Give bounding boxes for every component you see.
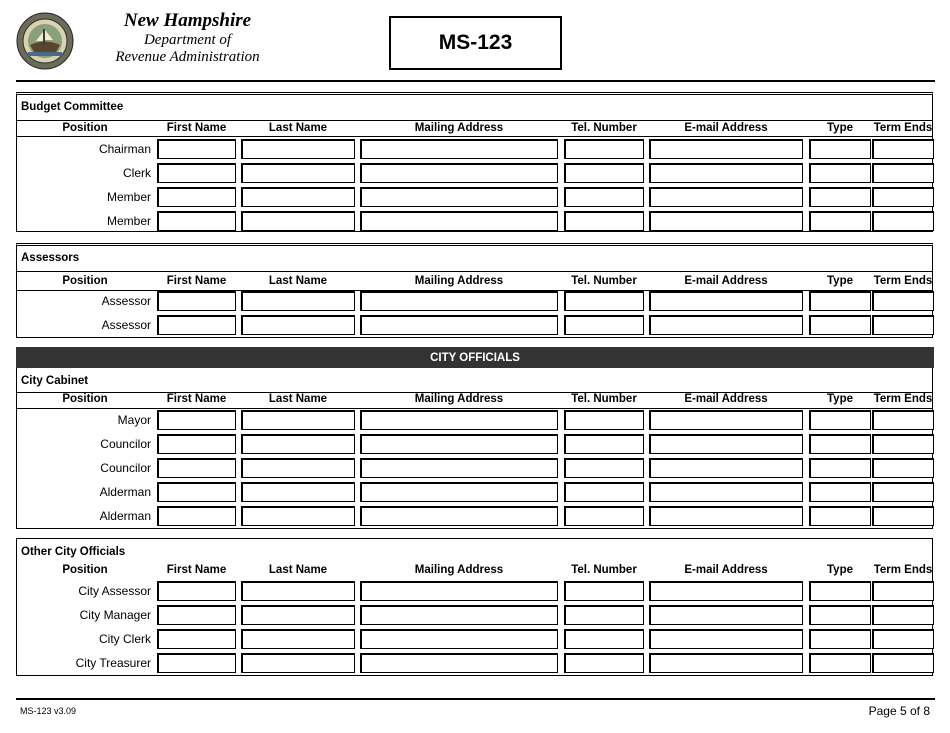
column-header-last: Last Name bbox=[268, 122, 328, 134]
type-field[interactable] bbox=[809, 458, 871, 478]
column-header-mailing: Mailing Address bbox=[414, 122, 504, 134]
column-header-email: E-mail Address bbox=[684, 564, 768, 576]
last-field[interactable] bbox=[241, 482, 355, 502]
type-field[interactable] bbox=[809, 581, 871, 601]
first-field[interactable] bbox=[157, 291, 236, 311]
tel-field[interactable] bbox=[564, 629, 644, 649]
type-field[interactable] bbox=[809, 605, 871, 625]
email-field[interactable] bbox=[649, 187, 803, 207]
other-city-officials-section bbox=[16, 538, 933, 676]
divider bbox=[17, 120, 932, 121]
last-field[interactable] bbox=[241, 139, 355, 159]
email-field[interactable] bbox=[649, 410, 803, 430]
position-label: City Clerk bbox=[98, 632, 151, 646]
column-header-first: First Name bbox=[166, 393, 227, 405]
table-row bbox=[17, 505, 932, 527]
column-header-first: First Name bbox=[166, 275, 227, 287]
column-header-tel: Tel. Number bbox=[571, 393, 637, 405]
term-field[interactable] bbox=[872, 629, 934, 649]
term-field[interactable] bbox=[872, 653, 934, 673]
banner-label: CITY OFFICIALS bbox=[430, 351, 520, 364]
section-title: City Cabinet bbox=[21, 375, 89, 387]
column-header-term: Term Ends bbox=[873, 122, 933, 134]
table-row bbox=[17, 314, 932, 336]
first-field[interactable] bbox=[157, 410, 236, 430]
type-field[interactable] bbox=[809, 291, 871, 311]
last-field[interactable] bbox=[241, 211, 355, 231]
position-label: Member bbox=[106, 214, 151, 228]
email-field[interactable] bbox=[649, 291, 803, 311]
term-field[interactable] bbox=[872, 315, 934, 335]
department-line-1: Department of bbox=[143, 32, 232, 48]
tel-field[interactable] bbox=[564, 410, 644, 430]
type-field[interactable] bbox=[809, 434, 871, 454]
position-label: Assessor bbox=[101, 294, 151, 308]
email-field[interactable] bbox=[649, 163, 803, 183]
column-header-mailing: Mailing Address bbox=[414, 564, 504, 576]
first-field[interactable] bbox=[157, 315, 236, 335]
column-header-tel: Tel. Number bbox=[571, 275, 637, 287]
column-header-type: Type bbox=[827, 275, 853, 287]
column-header-term: Term Ends bbox=[873, 275, 933, 287]
mailing-field[interactable] bbox=[360, 434, 558, 454]
last-field[interactable] bbox=[241, 605, 355, 625]
email-field[interactable] bbox=[649, 211, 803, 231]
column-header-term: Term Ends bbox=[873, 393, 933, 405]
column-header-position: Position bbox=[62, 393, 108, 405]
column-header-position: Position bbox=[62, 122, 108, 134]
table-row bbox=[17, 580, 932, 602]
last-field[interactable] bbox=[241, 187, 355, 207]
email-field[interactable] bbox=[649, 605, 803, 625]
mailing-field[interactable] bbox=[360, 581, 558, 601]
tel-field[interactable] bbox=[564, 163, 644, 183]
position-label: Alderman bbox=[99, 509, 151, 523]
column-header-last: Last Name bbox=[268, 275, 328, 287]
tel-field[interactable] bbox=[564, 581, 644, 601]
position-label: Mayor bbox=[117, 413, 151, 427]
tel-field[interactable] bbox=[564, 139, 644, 159]
type-field[interactable] bbox=[809, 506, 871, 526]
table-row bbox=[17, 604, 932, 626]
position-label: Member bbox=[106, 190, 151, 204]
last-field[interactable] bbox=[241, 434, 355, 454]
first-field[interactable] bbox=[157, 211, 236, 231]
position-label: Councilor bbox=[100, 437, 151, 451]
tel-field[interactable] bbox=[564, 187, 644, 207]
table-row bbox=[17, 162, 932, 184]
tel-field[interactable] bbox=[564, 315, 644, 335]
tel-field[interactable] bbox=[564, 211, 644, 231]
first-field[interactable] bbox=[157, 605, 236, 625]
table-row bbox=[17, 138, 932, 160]
table-row bbox=[17, 290, 932, 312]
column-header-tel: Tel. Number bbox=[571, 122, 637, 134]
mailing-field[interactable] bbox=[360, 163, 558, 183]
column-header-email: E-mail Address bbox=[684, 122, 768, 134]
first-field[interactable] bbox=[157, 653, 236, 673]
column-header-term: Term Ends bbox=[873, 564, 933, 576]
column-header-first: First Name bbox=[166, 564, 227, 576]
position-label: Chairman bbox=[98, 142, 151, 156]
email-field[interactable] bbox=[649, 139, 803, 159]
first-field[interactable] bbox=[157, 434, 236, 454]
assessors-section bbox=[16, 243, 933, 338]
first-field[interactable] bbox=[157, 139, 236, 159]
email-field[interactable] bbox=[649, 315, 803, 335]
column-header-last: Last Name bbox=[268, 393, 328, 405]
last-field[interactable] bbox=[241, 458, 355, 478]
term-field[interactable] bbox=[872, 211, 934, 231]
page-number: Page 5 of 8 bbox=[868, 704, 930, 718]
last-field[interactable] bbox=[241, 506, 355, 526]
type-field[interactable] bbox=[809, 315, 871, 335]
email-field[interactable] bbox=[649, 581, 803, 601]
term-field[interactable] bbox=[872, 458, 934, 478]
term-field[interactable] bbox=[872, 187, 934, 207]
position-label: Assessor bbox=[101, 318, 151, 332]
mailing-field[interactable] bbox=[360, 653, 558, 673]
position-label: City Manager bbox=[79, 608, 151, 622]
mailing-field[interactable] bbox=[360, 139, 558, 159]
last-field[interactable] bbox=[241, 315, 355, 335]
mailing-field[interactable] bbox=[360, 605, 558, 625]
type-field[interactable] bbox=[809, 187, 871, 207]
column-header-type: Type bbox=[827, 122, 853, 134]
column-header-position: Position bbox=[62, 564, 108, 576]
position-label: Councilor bbox=[100, 461, 151, 475]
last-field[interactable] bbox=[241, 291, 355, 311]
last-field[interactable] bbox=[241, 629, 355, 649]
term-field[interactable] bbox=[872, 291, 934, 311]
column-header-first: First Name bbox=[166, 122, 227, 134]
mailing-field[interactable] bbox=[360, 291, 558, 311]
tel-field[interactable] bbox=[564, 482, 644, 502]
table-row bbox=[17, 409, 932, 431]
tel-field[interactable] bbox=[564, 653, 644, 673]
divider bbox=[17, 271, 932, 272]
email-field[interactable] bbox=[649, 482, 803, 502]
mailing-field[interactable] bbox=[360, 315, 558, 335]
state-seal-logo bbox=[16, 12, 74, 70]
type-field[interactable] bbox=[809, 410, 871, 430]
email-field[interactable] bbox=[649, 629, 803, 649]
mailing-field[interactable] bbox=[360, 187, 558, 207]
table-row bbox=[17, 210, 932, 232]
table-row bbox=[17, 433, 932, 455]
mailing-field[interactable] bbox=[360, 458, 558, 478]
term-field[interactable] bbox=[872, 410, 934, 430]
mailing-field[interactable] bbox=[360, 410, 558, 430]
column-header-type: Type bbox=[827, 564, 853, 576]
footer-divider bbox=[16, 698, 935, 700]
position-label: City Treasurer bbox=[75, 656, 151, 670]
first-field[interactable] bbox=[157, 458, 236, 478]
first-field[interactable] bbox=[157, 187, 236, 207]
city-cabinet-section bbox=[16, 368, 933, 529]
tel-field[interactable] bbox=[564, 291, 644, 311]
last-field[interactable] bbox=[241, 163, 355, 183]
type-field[interactable] bbox=[809, 139, 871, 159]
table-row bbox=[17, 628, 932, 650]
form-version: MS-123 v3.09 bbox=[20, 706, 77, 716]
first-field[interactable] bbox=[157, 163, 236, 183]
mailing-field[interactable] bbox=[360, 629, 558, 649]
email-field[interactable] bbox=[649, 506, 803, 526]
column-header-email: E-mail Address bbox=[684, 275, 768, 287]
first-field[interactable] bbox=[157, 506, 236, 526]
tel-field[interactable] bbox=[564, 458, 644, 478]
email-field[interactable] bbox=[649, 434, 803, 454]
position-label: City Assessor bbox=[78, 584, 151, 598]
term-field[interactable] bbox=[872, 163, 934, 183]
column-header-email: E-mail Address bbox=[684, 393, 768, 405]
tel-field[interactable] bbox=[564, 434, 644, 454]
department-line-2: Revenue Administration bbox=[115, 49, 260, 65]
type-field[interactable] bbox=[809, 653, 871, 673]
type-field[interactable] bbox=[809, 482, 871, 502]
section-title: Other City Officials bbox=[21, 546, 126, 558]
term-field[interactable] bbox=[872, 605, 934, 625]
term-field[interactable] bbox=[872, 506, 934, 526]
mailing-field[interactable] bbox=[360, 211, 558, 231]
email-field[interactable] bbox=[649, 458, 803, 478]
last-field[interactable] bbox=[241, 581, 355, 601]
type-field[interactable] bbox=[809, 629, 871, 649]
first-field[interactable] bbox=[157, 482, 236, 502]
column-header-tel: Tel. Number bbox=[571, 564, 637, 576]
divider bbox=[17, 136, 932, 137]
section-title: Budget Committee bbox=[21, 101, 124, 113]
agency-name bbox=[95, 10, 280, 66]
email-field[interactable] bbox=[649, 653, 803, 673]
term-field[interactable] bbox=[872, 482, 934, 502]
position-label: Alderman bbox=[99, 485, 151, 499]
budget-committee-section bbox=[16, 92, 933, 232]
column-header-last: Last Name bbox=[268, 564, 328, 576]
header-divider bbox=[16, 80, 935, 82]
state-name: New Hampshire bbox=[123, 10, 252, 31]
column-header-mailing: Mailing Address bbox=[414, 275, 504, 287]
last-field[interactable] bbox=[241, 653, 355, 673]
section-title: Assessors bbox=[21, 252, 80, 264]
type-field[interactable] bbox=[809, 163, 871, 183]
form-id: MS-123 bbox=[438, 31, 513, 54]
form-id-box bbox=[389, 16, 562, 70]
term-field[interactable] bbox=[872, 581, 934, 601]
table-row bbox=[17, 457, 932, 479]
city-officials-banner bbox=[16, 347, 934, 368]
last-field[interactable] bbox=[241, 410, 355, 430]
type-field[interactable] bbox=[809, 211, 871, 231]
mailing-field[interactable] bbox=[360, 506, 558, 526]
position-label: Clerk bbox=[122, 166, 151, 180]
tel-field[interactable] bbox=[564, 605, 644, 625]
column-header-position: Position bbox=[62, 275, 108, 287]
tel-field[interactable] bbox=[564, 506, 644, 526]
mailing-field[interactable] bbox=[360, 482, 558, 502]
term-field[interactable] bbox=[872, 434, 934, 454]
column-header-type: Type bbox=[827, 393, 853, 405]
column-header-mailing: Mailing Address bbox=[414, 393, 504, 405]
table-row bbox=[17, 186, 932, 208]
table-row bbox=[17, 481, 932, 503]
first-field[interactable] bbox=[157, 629, 236, 649]
table-row bbox=[17, 652, 932, 674]
first-field[interactable] bbox=[157, 581, 236, 601]
term-field[interactable] bbox=[872, 139, 934, 159]
